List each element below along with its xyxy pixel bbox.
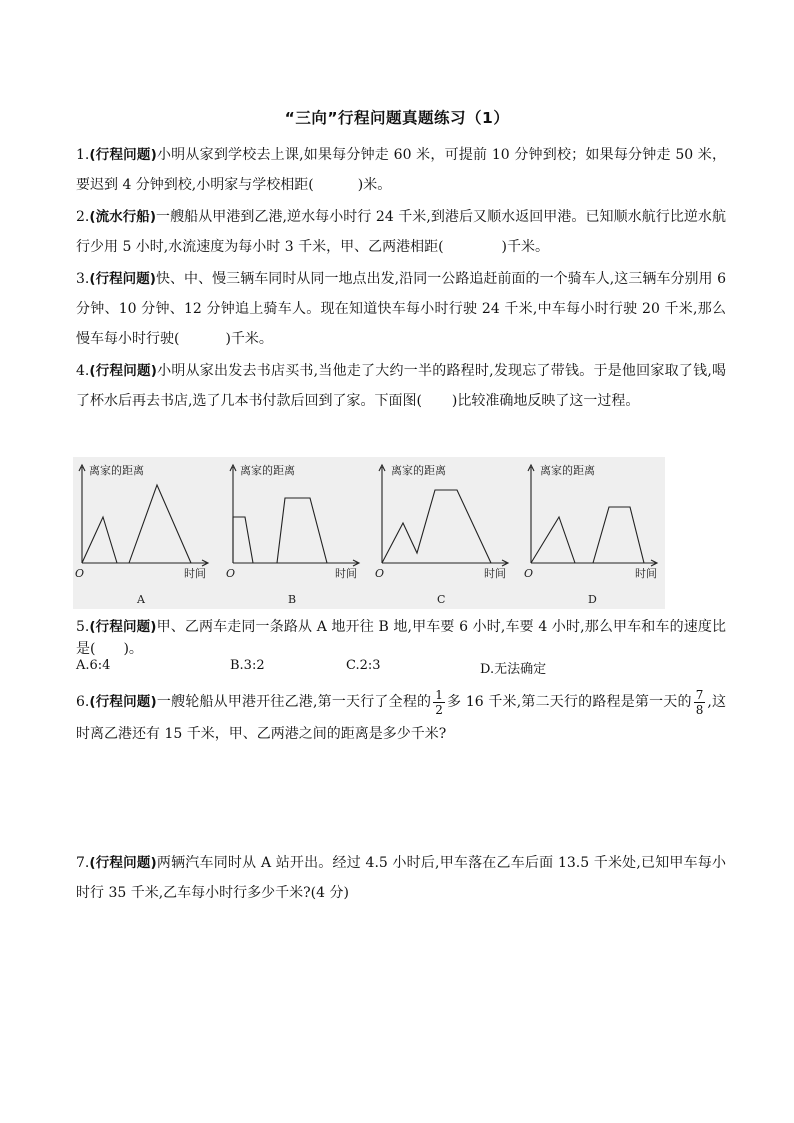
question-number: 3. — [76, 271, 90, 287]
question-tag: (行程问题) — [89, 694, 157, 710]
question-tag: (行程问题) — [89, 619, 157, 635]
question-tag: (行程问题) — [89, 147, 157, 163]
graph-a-origin: O — [75, 567, 85, 580]
question-number: 1. — [76, 147, 90, 163]
fraction-denominator: 8 — [695, 702, 704, 717]
graph-a-caption: A — [137, 593, 145, 606]
fraction-seven-eighths — [694, 688, 706, 717]
question-text: 甲、乙两车走同一条路从 A 地开往 B 地,甲车要 6 小时,车要 4 小时,那么甲车和车的速度比是( — [76, 619, 726, 657]
graph-c-caption: C — [437, 593, 446, 606]
question-text: 两辆汽车同时从 A 站开出。经过 4.5 小时后,甲车落在乙车后面 13.5 千米处,已知甲车每小时行 35 千米,乙车每小时行多少千米?(4 分) — [76, 855, 726, 901]
question-6 — [76, 686, 726, 750]
graph-d-ylabel: 离家的距离 — [540, 464, 595, 477]
graph-a — [79, 465, 208, 566]
graph-c-ylabel: 离家的距离 — [391, 464, 446, 477]
question-text: 快、中、慢三辆车同时从同一地点出发,沿同一公路追赶前面的一个骑车人,这三辆车分别用 6 分钟、10 分钟、12 分钟追上骑车人。现在知道快车每小时行驶 24 千米,中车每小时行驶 20 千米,那么慢车每小时行驶( — [76, 271, 726, 347]
graph-b — [230, 465, 359, 566]
graph-b-xlabel: 时间 — [335, 567, 357, 580]
question-1 — [76, 140, 726, 200]
option-a: A.6:4 — [76, 658, 111, 673]
graph-c-origin: O — [375, 567, 385, 580]
option-b: B.3:2 — [230, 658, 265, 673]
question-text: 小明从家出发去书店买书,当他走了大约一半的路程时,发现忘了带钱。于是他回家取了钱,喝了杯水后再去书店,选了几本书付款后回到了家。下面图( — [76, 363, 726, 409]
graph-c-line — [382, 490, 491, 563]
graph-b-origin: O — [226, 567, 236, 580]
graph-d — [528, 465, 657, 566]
fraction-denominator: 2 — [435, 702, 443, 717]
question-number: 6. — [76, 694, 90, 710]
graph-d-xlabel: 时间 — [635, 567, 657, 580]
question-text: 小明从家到学校去上课,如果每分钟走 60 米，可提前 10 分钟到校；如果每分钟走 50 米，要迟到 4 分钟到校,小明家与学校相距( — [76, 147, 727, 193]
question-number: 7. — [76, 855, 90, 871]
graphs-svg — [73, 457, 665, 609]
question-number: 5. — [76, 619, 90, 635]
graph-c — [379, 465, 508, 566]
question-4 — [76, 356, 726, 416]
question-tag: (流水行船) — [89, 209, 156, 225]
question-text-end: )比较准确地反映了这一过程。 — [451, 393, 640, 409]
distance-time-graphs — [73, 457, 665, 609]
page-title: “三向”行程问题真题练习（1） — [284, 109, 510, 127]
graph-b-caption: B — [288, 593, 297, 606]
question-tag: (行程问题) — [89, 271, 156, 287]
graph-a-line — [82, 485, 191, 563]
fraction-numerator: 7 — [695, 687, 704, 702]
question-number: 2. — [76, 209, 90, 225]
graph-b-ylabel: 离家的距离 — [240, 464, 295, 477]
question-text: 一艘轮船从甲港开往乙港,第一天行了全程的 — [156, 694, 432, 710]
question-7 — [76, 848, 726, 908]
question-3 — [76, 264, 726, 354]
question-number: 4. — [76, 363, 90, 379]
graph-d-origin: O — [524, 567, 534, 580]
question-text-middle: 多 16 千米,第二天行的路程是第一天的 — [446, 694, 692, 710]
graph-d-caption: D — [588, 593, 597, 606]
graph-a-ylabel: 离家的距离 — [89, 464, 144, 477]
question-text-end: )千米。 — [501, 239, 549, 255]
fraction-one-half — [433, 688, 445, 717]
graph-c-xlabel: 时间 — [484, 567, 506, 580]
question-text-end: )米。 — [357, 177, 392, 193]
question-text: 一艘船从甲港到乙港,逆水每小时行 24 千米,到港后又顺水返回甲港。已知顺水航行比逆水航行少用 5 小时,水流速度为每小时 3 千米，甲、乙两港相距( — [76, 209, 726, 255]
question-text-end: )。 — [123, 641, 143, 657]
question-5-options — [76, 658, 726, 680]
question-text-end: ,这时离乙港还有 15 千米，甲、乙两港之间的距离是多少千米? — [76, 694, 726, 742]
question-tag: (行程问题) — [89, 855, 157, 871]
graph-a-xlabel: 时间 — [184, 567, 206, 580]
graph-d-line — [531, 507, 644, 563]
question-text-end: )千米。 — [225, 331, 273, 347]
option-c: C.2:3 — [346, 658, 381, 673]
option-d: D.无法确定 — [480, 662, 547, 677]
question-tag: (行程问题) — [89, 363, 157, 379]
question-2 — [76, 202, 726, 262]
question-5 — [76, 616, 726, 660]
graph-b-line — [233, 498, 327, 563]
fraction-numerator: 1 — [435, 687, 443, 702]
